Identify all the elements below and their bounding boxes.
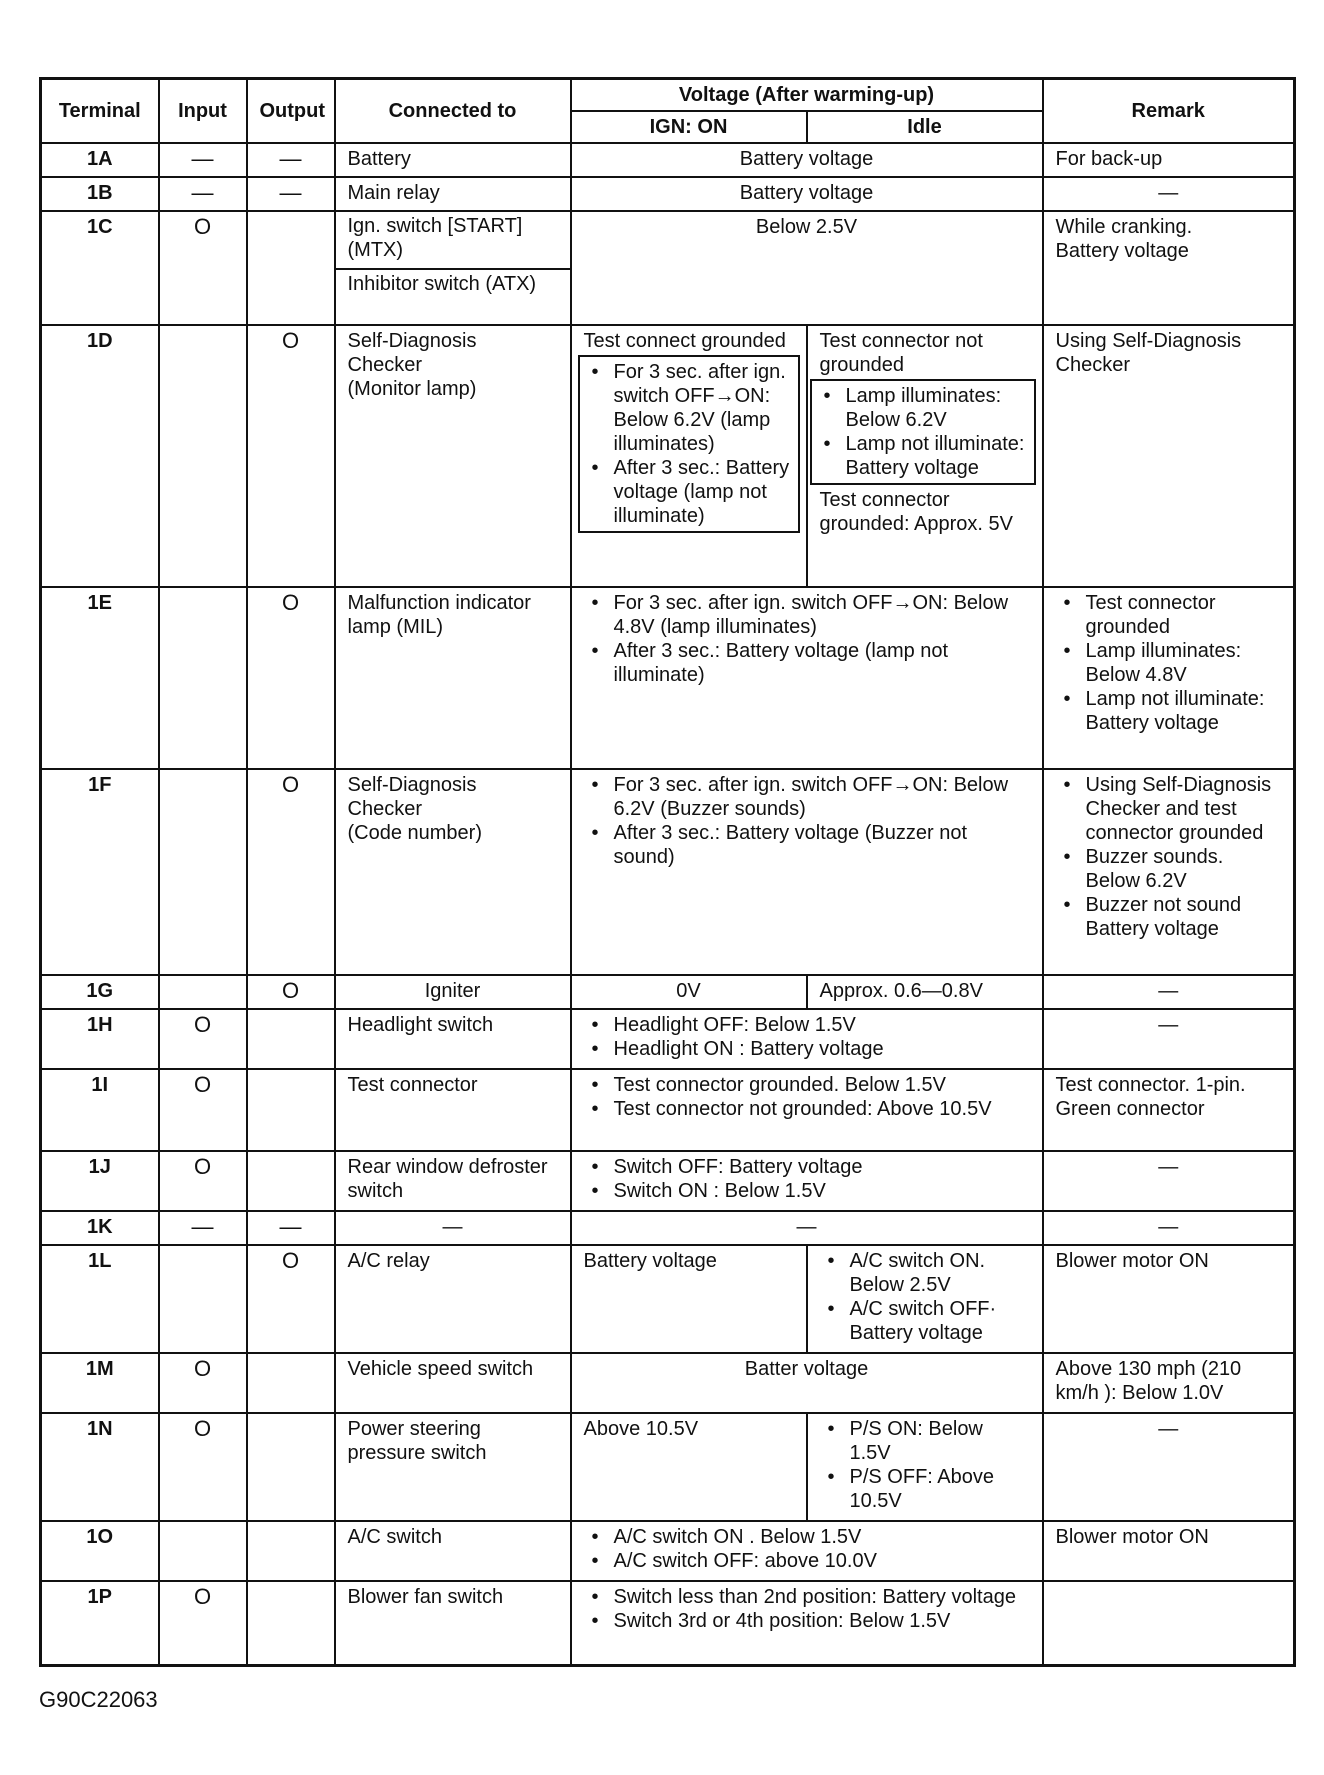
input-cell <box>159 587 247 769</box>
idle-cell <box>807 325 1043 587</box>
table-row <box>41 177 1295 211</box>
header-connected-to: Connected to <box>335 79 571 144</box>
table-row <box>41 975 1295 1009</box>
remark-line: While cranking. <box>1055 216 1193 238</box>
output-cell: O <box>247 769 335 975</box>
connected-sub-mtx: Ign. switch [START] (MTX) <box>336 212 570 270</box>
output-cell <box>247 1009 335 1069</box>
terminal-cell: 1O <box>41 1521 159 1581</box>
output-cell: O <box>247 1245 335 1353</box>
voltage-cell <box>571 1009 1043 1069</box>
remark-cell <box>1043 587 1295 769</box>
terminal-cell: 1I <box>41 1069 159 1151</box>
connected-line: (Code number) <box>347 822 483 844</box>
voltage-cell: Batter voltage <box>571 1353 1043 1413</box>
connected-line: Self-Diagnosis <box>347 330 477 352</box>
bullet-item: • Lamp illuminates: Below 6.2V <box>846 384 1028 432</box>
output-cell: — <box>247 1211 335 1245</box>
voltage-cell: — <box>571 1211 1043 1245</box>
bullet-item: • Headlight ON : Battery voltage <box>614 1037 1030 1061</box>
voltage-cell <box>571 587 1043 769</box>
remark-cell <box>1043 1581 1295 1665</box>
terminal-cell: 1G <box>41 975 159 1009</box>
bullet-item: • Lamp illuminates: Below 4.8V <box>1086 639 1282 687</box>
terminal-cell: 1K <box>41 1211 159 1245</box>
bullet-item: • Switch 3rd or 4th position: Below 1.5V <box>614 1609 1030 1633</box>
bullet-item: • P/S OFF: Above 10.5V <box>850 1465 1030 1513</box>
connected-line: Checker <box>347 354 422 376</box>
connected-cell: A/C switch <box>335 1521 571 1581</box>
output-cell <box>247 1581 335 1665</box>
input-cell: O <box>159 1353 247 1413</box>
connected-cell: Test connector <box>335 1069 571 1151</box>
terminal-cell: 1M <box>41 1353 159 1413</box>
ign-cell: Above 10.5V <box>571 1413 807 1521</box>
remark-cell <box>1043 769 1295 975</box>
bullet-item: • For 3 sec. after ign. switch OFF→ON: Below 6.2V (Buzzer sounds) <box>614 773 1030 821</box>
table-row <box>41 769 1295 975</box>
input-cell: — <box>159 143 247 177</box>
header-ign-on: IGN: ON <box>571 111 807 143</box>
bullet-item: • P/S ON: Below 1.5V <box>850 1417 1030 1465</box>
connected-cell: Vehicle speed switch <box>335 1353 571 1413</box>
idle-cell <box>807 1245 1043 1353</box>
ign-cell: 0V <box>571 975 807 1009</box>
test-connector-grounded-note: Test connector grounded: Approx. 5V <box>819 489 1013 535</box>
remark-cell: — <box>1043 1413 1295 1521</box>
remark-cell: Above 130 mph (210 km/h ): Below 1.0V <box>1043 1353 1295 1413</box>
input-cell <box>159 325 247 587</box>
connected-cell: Malfunction indicator lamp (MIL) <box>335 587 571 769</box>
output-cell <box>247 1151 335 1211</box>
output-cell: — <box>247 143 335 177</box>
bullet-item: • Test connector grounded <box>1086 591 1282 639</box>
output-cell <box>247 1413 335 1521</box>
terminal-cell: 1F <box>41 769 159 975</box>
bullet-item: • Headlight OFF: Below 1.5V <box>614 1013 1030 1037</box>
table-row <box>41 211 1295 325</box>
connected-cell <box>335 211 571 325</box>
remark-cell: Test connector. 1-pin. Green connector <box>1043 1069 1295 1151</box>
bullet-item: • Buzzer sounds. Below 6.2V <box>1086 845 1282 893</box>
terminal-cell: 1C <box>41 211 159 325</box>
header-remark: Remark <box>1043 79 1295 144</box>
header-terminal: Terminal <box>41 79 159 144</box>
bullet-item: • Lamp not illuminate: Battery voltage <box>1086 687 1282 735</box>
connected-cell: — <box>335 1211 571 1245</box>
figure-id: G90C22063 <box>39 1687 158 1712</box>
connected-cell: A/C relay <box>335 1245 571 1353</box>
bullet-item: • Test connector grounded. Below 1.5V <box>614 1073 1030 1097</box>
idle-cell: Approx. 0.6—0.8V <box>807 975 1043 1009</box>
grounded-bullets-box <box>578 355 800 533</box>
output-cell: O <box>247 975 335 1009</box>
input-cell: — <box>159 177 247 211</box>
table-row <box>41 1581 1295 1665</box>
output-cell: O <box>247 325 335 587</box>
terminal-cell: 1P <box>41 1581 159 1665</box>
terminal-cell: 1N <box>41 1413 159 1521</box>
voltage-cell <box>571 1151 1043 1211</box>
ign-cell: Battery voltage <box>571 1245 807 1353</box>
input-cell: O <box>159 1413 247 1521</box>
terminal-cell: 1E <box>41 587 159 769</box>
table-row <box>41 1245 1295 1353</box>
table-row <box>41 1413 1295 1521</box>
table-row <box>41 325 1295 587</box>
terminal-cell: 1A <box>41 143 159 177</box>
connected-cell <box>335 769 571 975</box>
bullet-item: • After 3 sec.: Battery voltage (lamp not illuminate) <box>614 456 792 528</box>
input-cell: O <box>159 1151 247 1211</box>
bullet-item: • A/C switch ON. Below 2.5V <box>850 1249 1030 1297</box>
header-input: Input <box>159 79 247 144</box>
input-cell <box>159 1245 247 1353</box>
remark-cell: — <box>1043 975 1295 1009</box>
table-row <box>41 1151 1295 1211</box>
connected-cell: Rear window defroster switch <box>335 1151 571 1211</box>
bullet-item: • Switch ON : Below 1.5V <box>614 1179 1030 1203</box>
remark-cell: — <box>1043 1009 1295 1069</box>
terminal-cell: 1B <box>41 177 159 211</box>
connected-cell: Power steering pressure switch <box>335 1413 571 1521</box>
terminal-cell: 1J <box>41 1151 159 1211</box>
output-cell <box>247 1353 335 1413</box>
bullet-item: • After 3 sec.: Battery voltage (lamp not illuminate) <box>614 639 1030 687</box>
input-cell <box>159 1521 247 1581</box>
connected-line: Self-Diagnosis <box>347 774 477 796</box>
bullet-item: • A/C switch ON . Below 1.5V <box>614 1525 1030 1549</box>
bullet-item: • A/C switch OFF· Battery voltage <box>850 1297 1030 1345</box>
input-cell: O <box>159 1581 247 1665</box>
voltage-cell: Battery voltage <box>571 177 1043 211</box>
output-cell <box>247 1521 335 1581</box>
bullet-item: • After 3 sec.: Battery voltage (Buzzer not sound) <box>614 821 1030 869</box>
terminal-cell: 1H <box>41 1009 159 1069</box>
output-cell <box>247 1069 335 1151</box>
output-cell <box>247 211 335 325</box>
terminal-voltage-table <box>39 77 1296 1667</box>
voltage-cell <box>571 769 1043 975</box>
voltage-cell: Below 2.5V <box>571 211 1043 325</box>
ign-cell <box>571 325 807 587</box>
table-row <box>41 143 1295 177</box>
table-row <box>41 587 1295 769</box>
connected-cell: Main relay <box>335 177 571 211</box>
header-voltage: Voltage (After warming-up) <box>571 79 1043 112</box>
header-output: Output <box>247 79 335 144</box>
remark-line: Battery voltage <box>1055 240 1189 262</box>
terminal-voltage-table-container <box>39 77 1293 1667</box>
input-cell <box>159 975 247 1009</box>
bullet-item: • Lamp not illuminate: Battery voltage <box>846 432 1028 480</box>
bullet-item: • Using Self-Diagnosis Checker and test connector grounded <box>1086 773 1282 845</box>
bullet-item: • A/C switch OFF: above 10.0V <box>614 1549 1030 1573</box>
table-row <box>41 1069 1295 1151</box>
table-row <box>41 1009 1295 1069</box>
input-cell <box>159 769 247 975</box>
input-cell: O <box>159 1069 247 1151</box>
bullet-item: • Test connector not grounded: Above 10.5V <box>614 1097 1030 1121</box>
bullet-item: • For 3 sec. after ign. switch OFF→ON: Below 6.2V (lamp illuminates) <box>614 360 792 456</box>
voltage-cell <box>571 1521 1043 1581</box>
remark-cell: For back-up <box>1043 143 1295 177</box>
connected-line: (Monitor lamp) <box>347 378 477 400</box>
connected-sub-atx: Inhibitor switch (ATX) <box>347 273 537 295</box>
connected-cell: Igniter <box>335 975 571 1009</box>
voltage-cell <box>571 1581 1043 1665</box>
table-row <box>41 1521 1295 1581</box>
bullet-item: • Switch less than 2nd position: Battery voltage <box>614 1585 1030 1609</box>
remark-cell: — <box>1043 177 1295 211</box>
terminal-cell: 1L <box>41 1245 159 1353</box>
header-idle: Idle <box>807 111 1043 143</box>
table-row <box>41 1211 1295 1245</box>
input-cell: — <box>159 1211 247 1245</box>
remark-cell: Blower motor ON <box>1043 1245 1295 1353</box>
input-cell: O <box>159 1009 247 1069</box>
output-cell: O <box>247 587 335 769</box>
connected-cell: Battery <box>335 143 571 177</box>
remark-cell: — <box>1043 1211 1295 1245</box>
connected-cell: Blower fan switch <box>335 1581 571 1665</box>
not-grounded-bullets-box <box>810 379 1036 485</box>
bullet-item: • Buzzer not sound Battery voltage <box>1086 893 1282 941</box>
connected-cell: Headlight switch <box>335 1009 571 1069</box>
table-row <box>41 1353 1295 1413</box>
test-connect-grounded-label: Test connect grounded <box>583 330 786 352</box>
connected-cell <box>335 325 571 587</box>
voltage-cell <box>571 1069 1043 1151</box>
input-cell: O <box>159 211 247 325</box>
output-cell: — <box>247 177 335 211</box>
remark-cell: — <box>1043 1151 1295 1211</box>
remark-cell: Blower motor ON <box>1043 1521 1295 1581</box>
terminal-cell: 1D <box>41 325 159 587</box>
remark-cell <box>1043 211 1295 325</box>
bullet-item: • Switch OFF: Battery voltage <box>614 1155 1030 1179</box>
idle-cell <box>807 1413 1043 1521</box>
test-connector-not-grounded-label: Test connector not grounded <box>819 330 983 376</box>
connected-line: Checker <box>347 798 422 820</box>
voltage-cell: Battery voltage <box>571 143 1043 177</box>
bullet-item: • For 3 sec. after ign. switch OFF→ON: Below 4.8V (lamp illuminates) <box>614 591 1030 639</box>
remark-cell: Using Self-Diagnosis Checker <box>1043 325 1295 587</box>
